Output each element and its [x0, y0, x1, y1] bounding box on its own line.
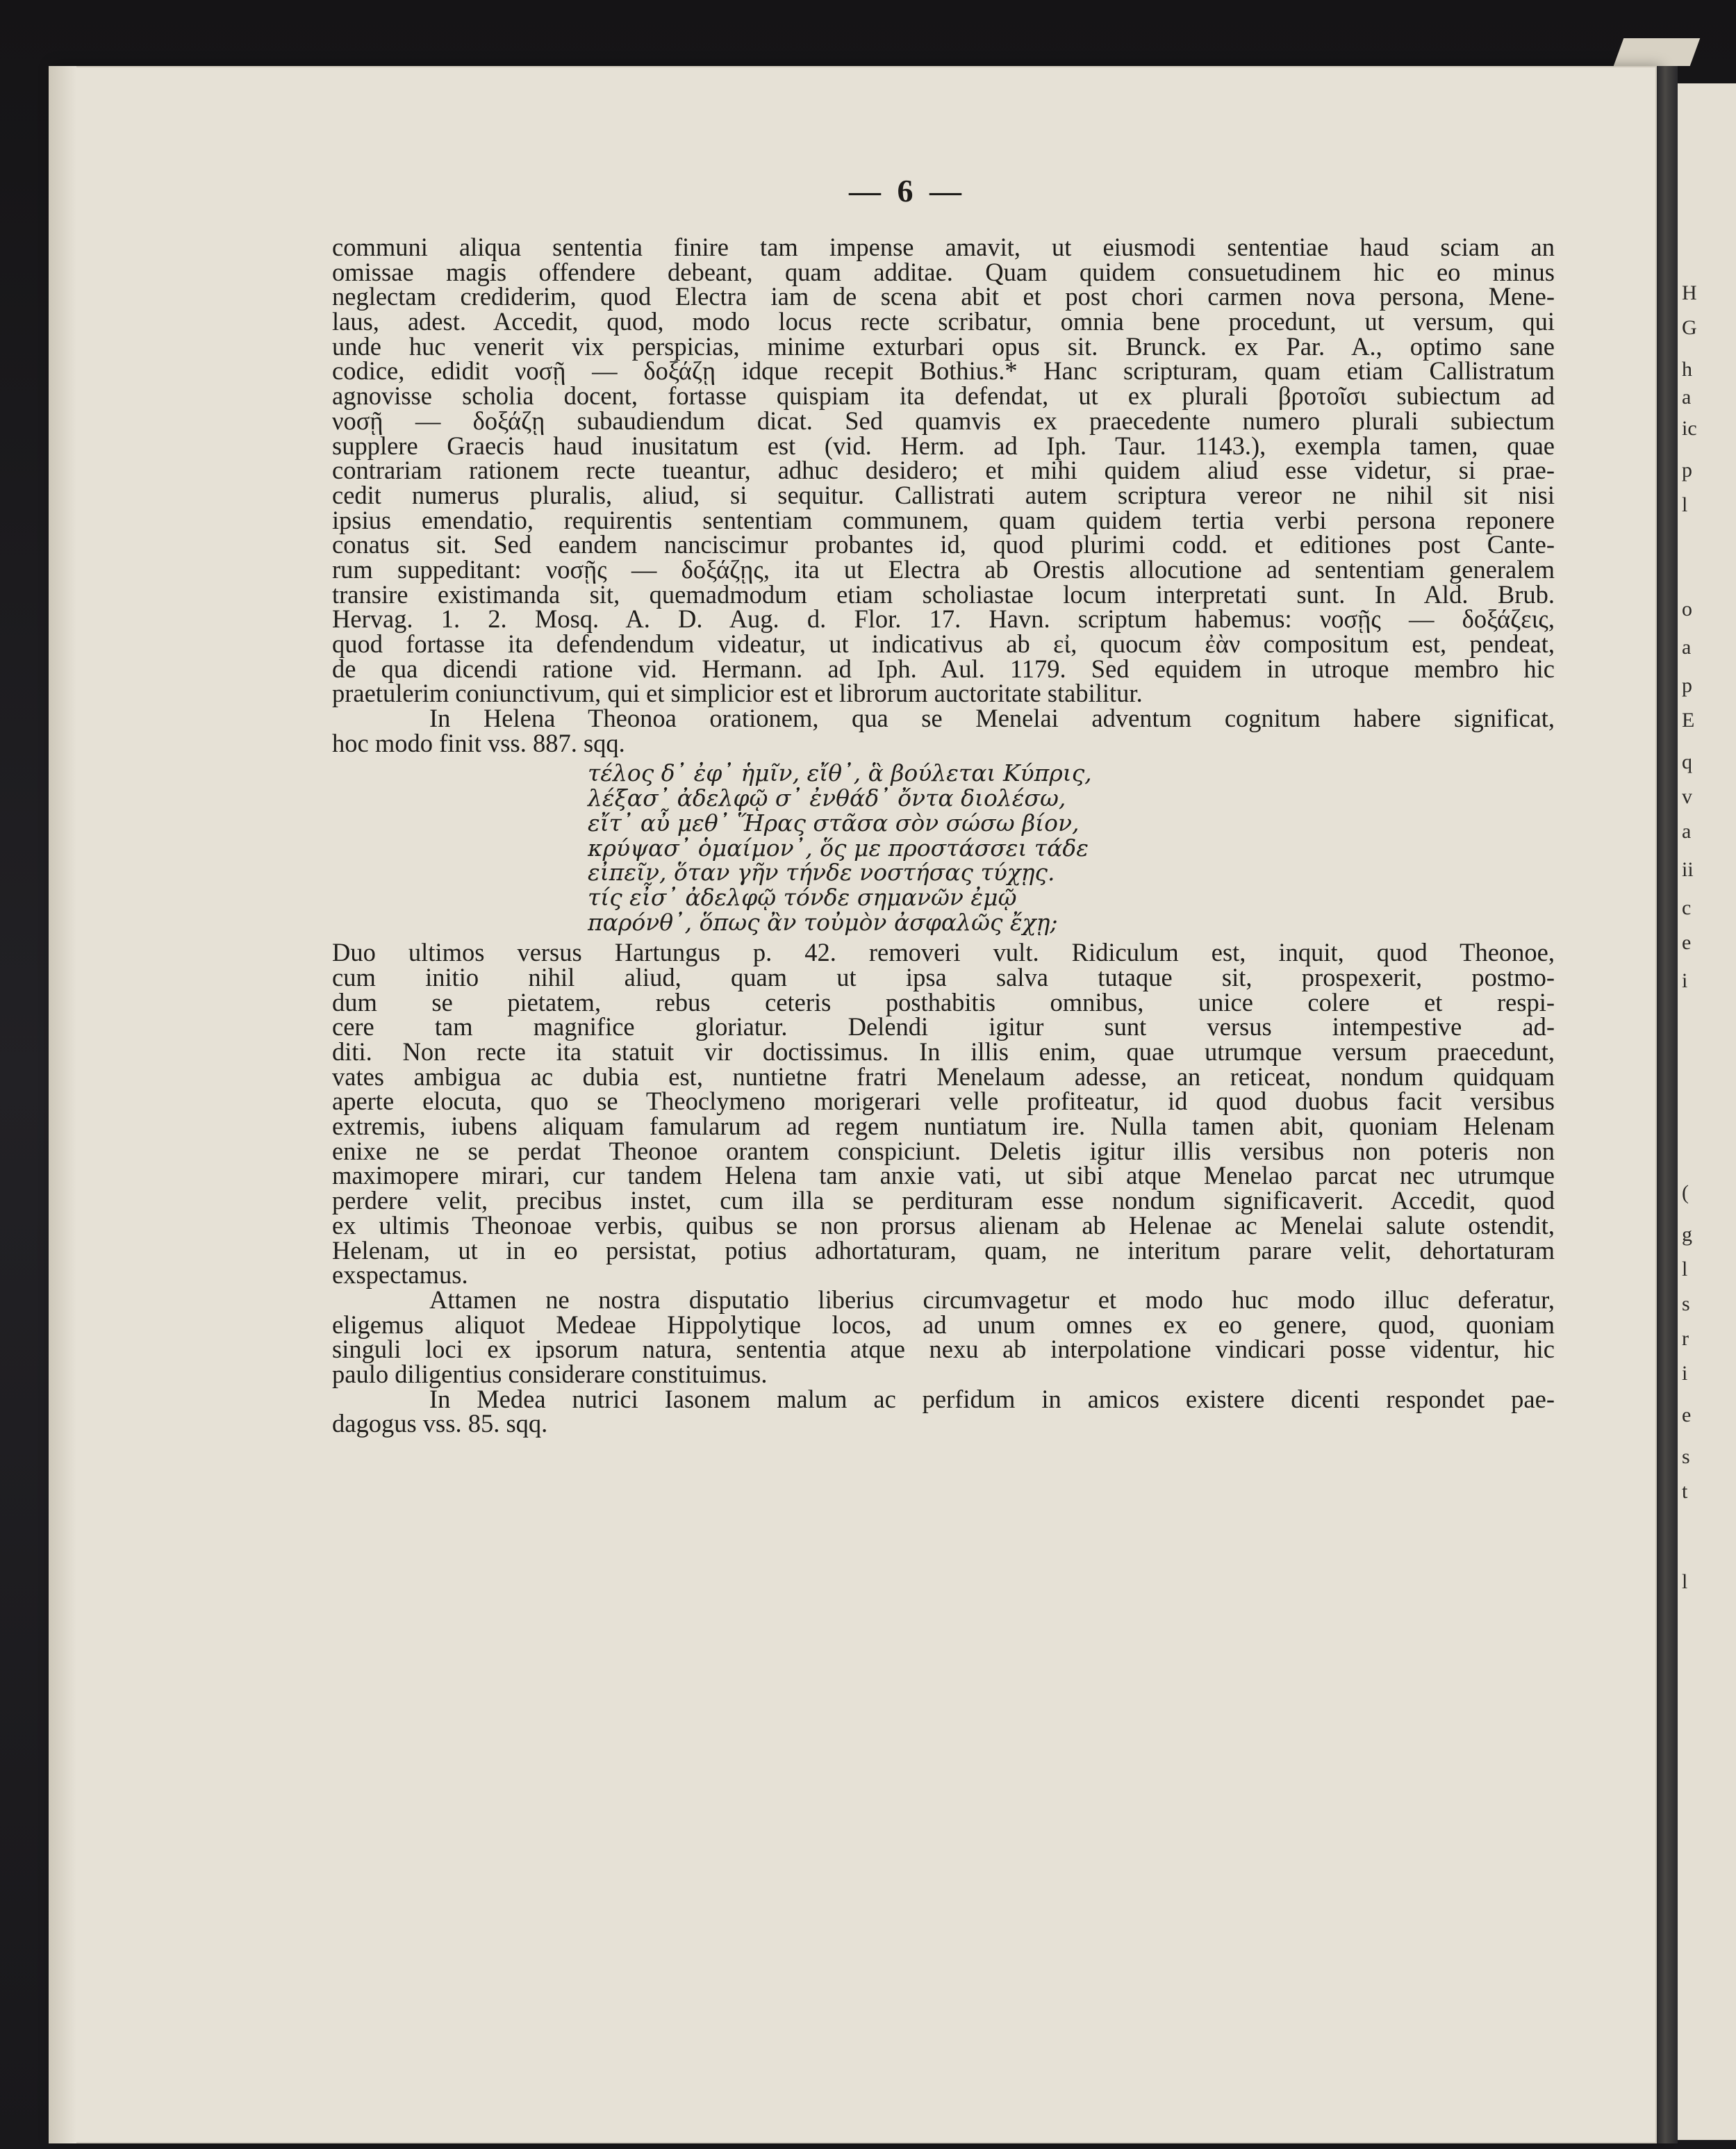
text-line: contrariam rationem recte tueantur, adhuc desidero; et mihi quidem aliud esse videtur, si prae-: [332, 456, 1555, 485]
next-page-letter: r: [1682, 1327, 1689, 1350]
paragraph-helena-line: hoc modo finit vss. 887. sqq.: [332, 728, 625, 757]
next-page-letter: E: [1682, 709, 1695, 732]
book-gutter: [1657, 66, 1678, 2143]
next-page-letter: a: [1682, 636, 1692, 659]
text-line: de qua dicendi ratione vid. Hermann. ad Iph. Aul. 1179. Sed equidem in utroque membro hic: [332, 654, 1555, 683]
text-line: paulo diligentius considerare constituimus.: [332, 1359, 768, 1388]
verse-line: κρύψασ᾽ ὁμαίμον᾽, ὅς με προστάσσει τάδε: [588, 834, 1089, 862]
paragraph-hartungus: [332, 938, 1555, 1290]
text-line: maximopere mirari, cur tandem Helena tam anxie vati, ut sibi atque Menelao parcat nec utrumque: [332, 1161, 1555, 1190]
verse-line: τίς εἶσ᾽ ἀδελφῷ τόνδε σημανῶν ἐμῷ: [588, 883, 1017, 911]
paragraph-attamen: [332, 1287, 1555, 1387]
paragraph-sophocles: [332, 235, 1555, 706]
next-page-letter: p: [1682, 674, 1692, 697]
text-line: praetulerim coniunctivum, qui et simplicior est et librorum auctoritate stabilitur.: [332, 679, 1143, 708]
text-line: cere tam magnifice gloriatur. Delendi igitur sunt versus intempestive ad-: [332, 1012, 1555, 1041]
text-line: Attamen ne nostra disputatio liberius circumvagetur et modo huc modo illuc deferatur,: [429, 1285, 1555, 1314]
next-page-letter: v: [1682, 785, 1692, 808]
text-line: omissae magis offendere debeant, quam additae. Quam quidem consuetudinem hic eo minus: [332, 257, 1555, 286]
verse-line: εἰπεῖν, ὅταν γῆν τήνδε νοστήσας τύχῃς.: [588, 859, 1055, 887]
next-page-letter: g: [1682, 1223, 1692, 1246]
verse-line: τέλος δ᾽ ἐφ᾽ ἡμῖν, εἴθ᾽, ἃ βούλεται Κύπρις,: [588, 759, 1092, 787]
next-page-letter: s: [1682, 1445, 1690, 1468]
next-page-letter: h: [1682, 358, 1692, 381]
next-page-letter: l: [1682, 1258, 1688, 1281]
text-line: unde huc venerit vix perspicias, minime exturbari opus sit. Brunck. ex Par. A., optimo sane: [332, 331, 1555, 361]
next-page-edge: [1678, 83, 1736, 2140]
text-line: eligemus aliquot Medeae Hippolytique locos, ad unum omnes ex eo genere, quod, quoniam: [332, 1310, 1555, 1339]
next-page-letter: p: [1682, 459, 1692, 481]
next-page-letter: G: [1682, 316, 1697, 339]
text-line: rum suppeditant: νοσῇς — δοξάζῃς, ita ut Electra ab Orestis allocutione ad sententiam generalem: [332, 554, 1555, 584]
text-line: vates ambigua ac dubia est, nuntietne fratri Menelaum adesse, an reticeat, nondum quidquam: [332, 1062, 1555, 1091]
text-line: transire existimanda sit, quemadmodum etiam scholiastae locum interpretati sunt. In Ald. Brub.: [332, 579, 1555, 609]
next-page-letter: c: [1682, 896, 1692, 919]
next-page-letter: ii: [1682, 858, 1694, 881]
text-line: codice, edidit νοσῇ — δοξάζῃ idque recepit Bothius.* Hanc scripturam, quam etiam Callistratum: [332, 356, 1555, 386]
text-line: perdere velit, precibus instet, cum illa se perdituram esse nondum significaverit. Accedit, quod: [332, 1186, 1555, 1215]
text-line: νοσῇ — δοξάζῃ subaudiendum dicat. Sed quamvis ex praecedente numero plurali subiectum: [332, 406, 1555, 435]
text-line: In Medea nutrici Iasonem malum ac perfidum in amicos existere dicenti respondet pae-: [429, 1384, 1555, 1413]
next-page-letter: o: [1682, 598, 1692, 620]
text-line: communi aliqua sententia finire tam impense amavit, ut eiusmodi sententiae haud sciam an: [332, 233, 1555, 261]
text-line: cedit numerus pluralis, aliud, si sequitur. Callistrati autem scriptura vereor ne nihil sit nisi: [332, 480, 1555, 509]
next-page-letter: l: [1682, 1570, 1688, 1593]
next-page-letter: (: [1682, 1181, 1689, 1204]
next-page-letter: H: [1682, 281, 1697, 304]
text-line: Duo ultimos versus Hartungus p. 42. removeri vult. Ridiculum est, inquit, quod Theonoe,: [332, 938, 1555, 967]
text-line: dagogus vss. 85. sqq.: [332, 1409, 548, 1438]
paragraph-medea: [332, 1384, 1555, 1438]
paragraph-helena-line: In Helena Theonoa orationem, qua se Menelai adventum cognitum habere significat,: [429, 704, 1555, 733]
verse-line: παρόνθ᾽, ὅπως ἂν τοὐμὸν ἀσφαλῶς ἔχῃ;: [588, 908, 1058, 936]
text-line: exspectamus.: [332, 1260, 468, 1290]
next-page-letter: q: [1682, 750, 1692, 773]
page-body: [332, 235, 1555, 1436]
text-line: ex ultimis Theonoae verbis, quibus se non prorsus alienam ab Helenae ac Menelai salute ostendit,: [332, 1210, 1555, 1240]
text-line: Hervag. 1. 2. Mosq. A. D. Aug. d. Flor. 17. Havn. scriptum habemus: νοσῇς — δοξάζεις,: [332, 604, 1555, 634]
verse-quotation: [332, 761, 1555, 934]
text-line: aperte elocuta, quo se Theoclymeno morigerari velle profiteatur, id quod duobus facit versibus: [332, 1087, 1555, 1116]
text-line: extremis, iubens aliquam famularum ad regem nuntiatum ire. Nulla tamen abit, quoniam Helenam: [332, 1112, 1555, 1141]
next-page-letter: ic: [1682, 417, 1697, 440]
next-page-letter: i: [1682, 1362, 1688, 1385]
next-page-letter: l: [1682, 493, 1688, 516]
text-line: supplere Graecis haud inusitatum est (vid. Herm. ad Iph. Taur. 1143.), exempla tamen, quae: [332, 431, 1555, 460]
text-line: ipsius emendatio, requirentis sententiam communem, quam quidem tertia verbi persona reponere: [332, 505, 1555, 534]
next-page-letter: e: [1682, 931, 1692, 954]
text-line: enixe ne se perdat Theonoe orantem conspiciunt. Deletis igitur illis versibus non poteris non: [332, 1136, 1555, 1165]
verse-line: λέξασ᾽ ἀδελφῷ σ᾽ ἐνθάδ᾽ ὄντα διολέσω,: [588, 784, 1066, 812]
next-page-letter: a: [1682, 386, 1692, 409]
page-number: — 6 —: [849, 173, 966, 208]
text-line: diti. Non recte ita statuit vir doctissimus. In illis enim, quae utrumque versum praecedunt,: [332, 1037, 1555, 1066]
text-line: Helenam, ut in eo persistat, potius adhortaturam, quam, ne interitum parare velit, dehortaturam: [332, 1235, 1555, 1265]
text-line: laus, adest. Accedit, quod, modo locus recte scribatur, omnia bene procedunt, ut versum, qui: [332, 307, 1555, 336]
next-page-letter: e: [1682, 1403, 1692, 1426]
next-page-letter: s: [1682, 1292, 1690, 1315]
text-line: dum se pietatem, rebus ceteris posthabitis omnibus, unice colere et respi-: [332, 987, 1555, 1016]
next-page-letter: a: [1682, 820, 1692, 843]
text-line: conatus sit. Sed eandem nanciscimur probantes id, quod plurimi codd. et editiones post Cante-: [332, 530, 1555, 559]
text-line: neglectam crediderim, quod Electra iam de scena abit et post chori carmen nova persona, Mene-: [332, 282, 1555, 311]
text-line: agnovisse scholia docent, fortasse quispiam ita defendat, ut ex plurali βροτοῖσι subiectum ad: [332, 381, 1555, 411]
verse-line: εἴτ᾽ αὖ μεθ᾽ Ἥρας στᾶσα σὸν σώσω βίον,: [588, 809, 1080, 837]
text-line: quod fortasse ita defendendum videatur, ut indicativus ab εἰ, quocum ἐὰν compositum est, pendeat,: [332, 629, 1555, 658]
page-corner: [1614, 38, 1701, 66]
next-page-letter: t: [1682, 1480, 1688, 1503]
text-line: singuli loci ex ipsorum natura, sententia atque nexu ab interpolatione vindicari posse videntur, hic: [332, 1335, 1555, 1364]
text-line: cum initio nihil aliud, quam ut ipsa salva tutaque sit, prospexerit, postmo-: [332, 962, 1555, 991]
next-page-letter: i: [1682, 969, 1688, 992]
